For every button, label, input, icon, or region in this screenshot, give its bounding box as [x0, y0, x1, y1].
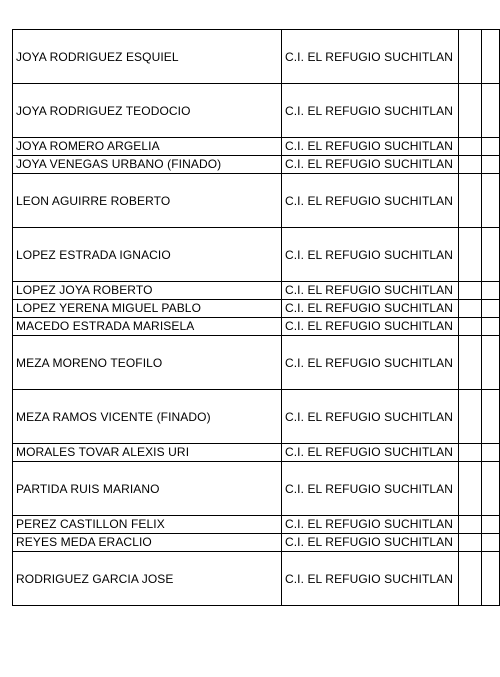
- person-name-cell: MORALES TOVAR ALEXIS URI: [13, 444, 282, 462]
- table-row: [13, 30, 500, 84]
- empty-cell: [459, 516, 482, 534]
- empty-cell: [482, 174, 500, 228]
- center-cell: C.I. EL REFUGIO SUCHITLAN: [281, 300, 458, 318]
- empty-cell: [482, 462, 500, 516]
- table-body: [13, 30, 500, 606]
- empty-cell: [459, 138, 482, 156]
- person-name-cell: RODRIGUEZ GARCIA JOSE: [13, 552, 282, 606]
- center-cell: C.I. EL REFUGIO SUCHITLAN: [281, 516, 458, 534]
- table-row: [13, 390, 500, 444]
- empty-cell: [459, 318, 482, 336]
- table-row: [13, 228, 500, 282]
- person-name-cell: LOPEZ ESTRADA IGNACIO: [13, 228, 282, 282]
- center-cell: C.I. EL REFUGIO SUCHITLAN: [281, 282, 458, 300]
- empty-cell: [459, 336, 482, 390]
- beneficiary-table: [12, 29, 500, 606]
- table-row: [13, 534, 500, 552]
- center-cell: C.I. EL REFUGIO SUCHITLAN: [281, 462, 458, 516]
- table-row: [13, 462, 500, 516]
- person-name-cell: JOYA RODRIGUEZ ESQUIEL: [13, 30, 282, 84]
- table-row: [13, 174, 500, 228]
- center-cell: C.I. EL REFUGIO SUCHITLAN: [281, 30, 458, 84]
- empty-cell: [459, 462, 482, 516]
- table-row: [13, 444, 500, 462]
- empty-cell: [459, 552, 482, 606]
- person-name-cell: MEZA MORENO TEOFILO: [13, 336, 282, 390]
- empty-cell: [482, 138, 500, 156]
- table-row: [13, 336, 500, 390]
- person-name-cell: JOYA VENEGAS URBANO (FINADO): [13, 156, 282, 174]
- table-row: [13, 300, 500, 318]
- empty-cell: [482, 336, 500, 390]
- empty-cell: [482, 444, 500, 462]
- person-name-cell: PARTIDA RUIS MARIANO: [13, 462, 282, 516]
- center-cell: C.I. EL REFUGIO SUCHITLAN: [281, 552, 458, 606]
- empty-cell: [482, 228, 500, 282]
- empty-cell: [459, 444, 482, 462]
- center-cell: C.I. EL REFUGIO SUCHITLAN: [281, 174, 458, 228]
- center-cell: C.I. EL REFUGIO SUCHITLAN: [281, 534, 458, 552]
- person-name-cell: LEON AGUIRRE ROBERTO: [13, 174, 282, 228]
- center-cell: C.I. EL REFUGIO SUCHITLAN: [281, 318, 458, 336]
- person-name-cell: JOYA RODRIGUEZ TEODOCIO: [13, 84, 282, 138]
- empty-cell: [459, 228, 482, 282]
- empty-cell: [459, 30, 482, 84]
- empty-cell: [459, 84, 482, 138]
- center-cell: C.I. EL REFUGIO SUCHITLAN: [281, 156, 458, 174]
- empty-cell: [482, 300, 500, 318]
- table-row: [13, 516, 500, 534]
- empty-cell: [459, 534, 482, 552]
- table-row: [13, 552, 500, 606]
- center-cell: C.I. EL REFUGIO SUCHITLAN: [281, 228, 458, 282]
- person-name-cell: JOYA ROMERO ARGELIA: [13, 138, 282, 156]
- person-name-cell: PEREZ CASTILLON FELIX: [13, 516, 282, 534]
- empty-cell: [459, 300, 482, 318]
- center-cell: C.I. EL REFUGIO SUCHITLAN: [281, 336, 458, 390]
- person-name-cell: MEZA RAMOS VICENTE (FINADO): [13, 390, 282, 444]
- empty-cell: [482, 516, 500, 534]
- center-cell: C.I. EL REFUGIO SUCHITLAN: [281, 84, 458, 138]
- center-cell: C.I. EL REFUGIO SUCHITLAN: [281, 444, 458, 462]
- empty-cell: [459, 282, 482, 300]
- table-row: [13, 318, 500, 336]
- empty-cell: [482, 84, 500, 138]
- empty-cell: [482, 156, 500, 174]
- empty-cell: [482, 390, 500, 444]
- empty-cell: [482, 282, 500, 300]
- table-row: [13, 282, 500, 300]
- table-row: [13, 138, 500, 156]
- empty-cell: [459, 174, 482, 228]
- table-row: [13, 84, 500, 138]
- center-cell: C.I. EL REFUGIO SUCHITLAN: [281, 390, 458, 444]
- person-name-cell: LOPEZ JOYA ROBERTO: [13, 282, 282, 300]
- person-name-cell: LOPEZ YERENA MIGUEL PABLO: [13, 300, 282, 318]
- empty-cell: [482, 534, 500, 552]
- center-cell: C.I. EL REFUGIO SUCHITLAN: [281, 138, 458, 156]
- empty-cell: [482, 30, 500, 84]
- person-name-cell: MACEDO ESTRADA MARISELA: [13, 318, 282, 336]
- empty-cell: [459, 156, 482, 174]
- empty-cell: [482, 552, 500, 606]
- empty-cell: [482, 318, 500, 336]
- empty-cell: [459, 390, 482, 444]
- table-row: [13, 156, 500, 174]
- person-name-cell: REYES MEDA ERACLIO: [13, 534, 282, 552]
